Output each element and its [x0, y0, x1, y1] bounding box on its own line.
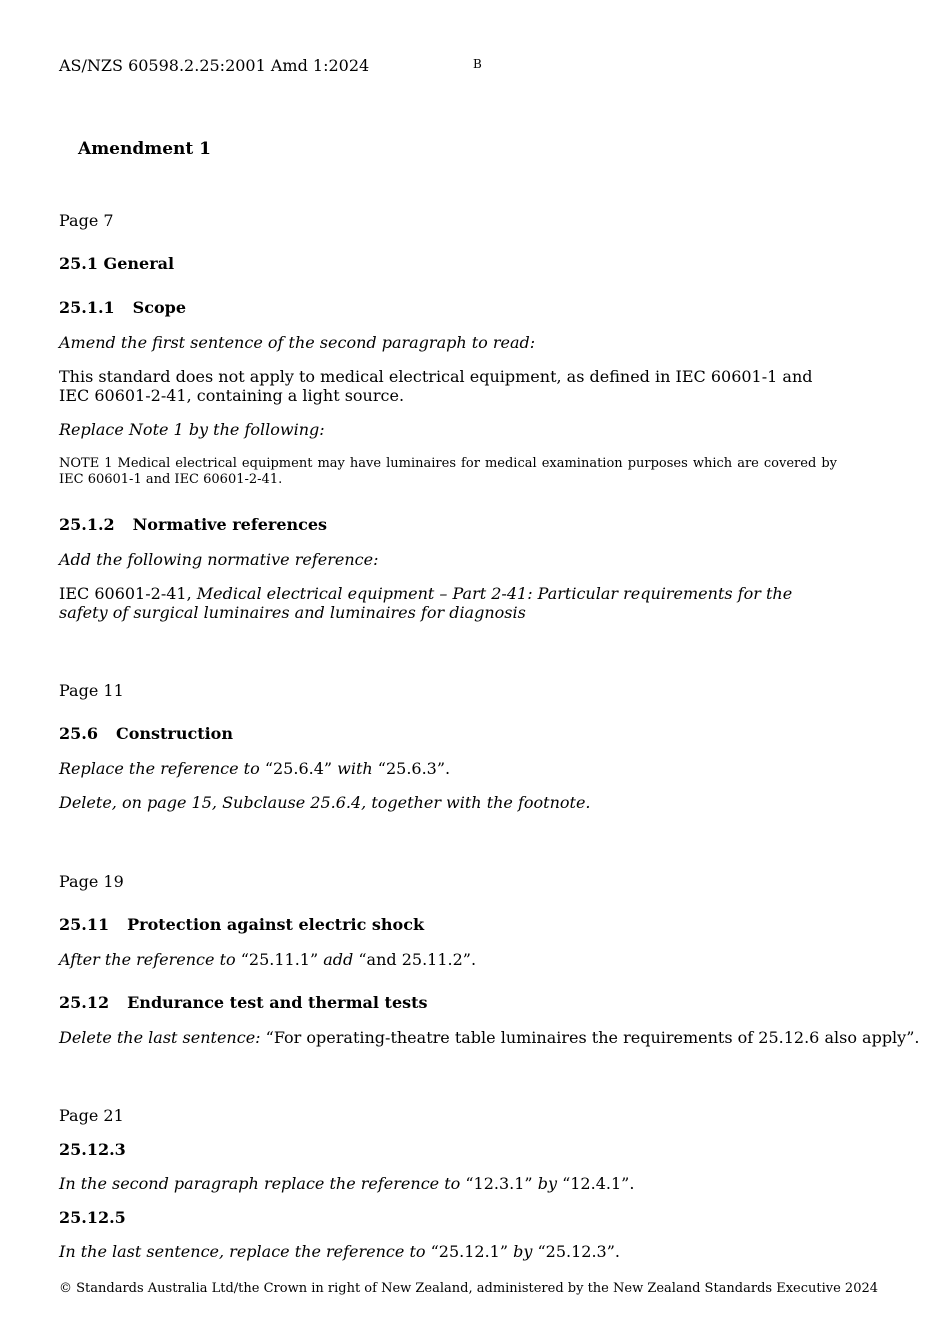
heading-25-12-3: 25.12.3	[59, 1140, 126, 1159]
reference-title: Medical electrical equipment – Part 2-41: Particular requirements for the safety of surgical luminaires and luminaires for diagnosis	[59, 584, 793, 622]
clause-title: Construction	[115, 724, 233, 743]
heading-general: 25.1 General	[59, 254, 175, 273]
instruction-delete-subclause: Delete, on page 15, Subclause 25.6.4, together with the footnote.	[59, 793, 591, 812]
heading-construction	[59, 724, 233, 743]
clause-title: Scope	[132, 298, 187, 317]
document-id: AS/NZS 60598.2.25:2001 Amd 1:2024	[59, 56, 370, 75]
clause-number: 25.1.2	[59, 515, 115, 534]
clause-title: Normative references	[132, 515, 328, 534]
page-mark: B	[473, 57, 482, 71]
heading-endurance	[59, 993, 428, 1012]
clause-title: Protection against electric shock	[127, 915, 425, 934]
note-1: NOTE 1 Medical electrical equipment may have luminaires for medical examination purposes which are covered by IEC 60601-1 and IEC 60601-2-41.	[59, 456, 837, 487]
instruction-25-12-5: In the last sentence, replace the reference to “25.12.1” by “25.12.3”.	[59, 1242, 620, 1261]
clause-number: 25.1.1	[59, 298, 115, 317]
instruction-replace-reference: Replace the reference to “25.6.4” with “25.6.3”.	[59, 759, 451, 778]
instruction-25-12-3: In the second paragraph replace the reference to “12.3.1” by “12.4.1”.	[59, 1174, 635, 1193]
instruction-delete-sentence: Delete the last sentence: “For operating-theatre table luminaires the requirements of 25.12.6 also apply”.	[59, 1028, 920, 1047]
page-label-21: Page 21	[59, 1106, 124, 1125]
clause-number: 25.6	[59, 724, 98, 743]
instruction-add-reference-25-11: After the reference to “25.11.1” add “and 25.11.2”.	[59, 950, 477, 969]
heading-protection	[59, 915, 424, 934]
heading-scope	[59, 298, 186, 317]
clause-number: 25.12	[59, 993, 110, 1012]
clause-title: Endurance test and thermal tests	[127, 993, 428, 1012]
amendment-title: Amendment 1	[78, 139, 212, 159]
heading-25-12-5: 25.12.5	[59, 1208, 126, 1227]
copyright-footer: © Standards Australia Ltd/the Crown in right of New Zealand, administered by the New Zealand Standards Executive 2024	[59, 1281, 879, 1296]
instruction-add-reference: Add the following normative reference:	[59, 550, 379, 569]
reference-id: IEC 60601-2-41,	[59, 584, 197, 603]
scope-paragraph: This standard does not apply to medical electrical equipment, as defined in IEC 60601-1 and IEC 60601-2-41, containing a light source.	[59, 367, 813, 405]
clause-number: 25.11	[59, 915, 110, 934]
page-label-11: Page 11	[59, 681, 124, 700]
instruction-amend: Amend the first sentence of the second paragraph to read:	[59, 333, 536, 352]
heading-normative-references	[59, 515, 327, 534]
normative-reference	[59, 584, 837, 622]
page-label-7: Page 7	[59, 211, 114, 230]
instruction-replace-note: Replace Note 1 by the following:	[59, 420, 325, 439]
page-label-19: Page 19	[59, 872, 124, 891]
